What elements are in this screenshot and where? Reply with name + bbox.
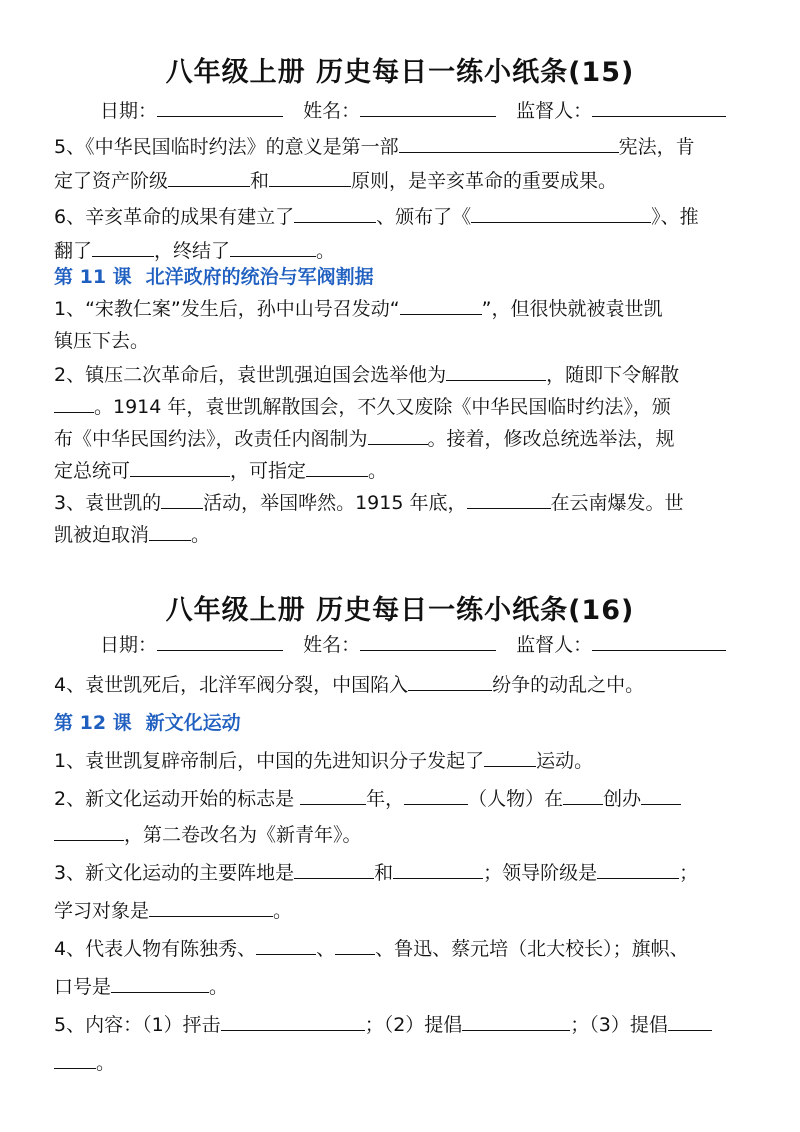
text: ”，但很快就被袁世凯 xyxy=(481,298,663,320)
sheet-title: 八年级上册 历史每日一练小纸条(16) xyxy=(165,595,635,626)
fill-blank[interactable] xyxy=(256,934,316,955)
text: ；领导阶级是 xyxy=(483,862,598,884)
text: 。 xyxy=(368,460,388,482)
question-line xyxy=(54,202,754,229)
text: 、 xyxy=(316,938,336,960)
text: ，终结了 xyxy=(154,240,231,262)
question-line xyxy=(54,934,754,961)
date-blank[interactable] xyxy=(157,630,283,651)
text: 。1914 年，袁世凯解散国会，不久又废除《中华民国临时约法》，颁 xyxy=(94,396,671,418)
text: 。 xyxy=(316,240,336,262)
text: 翻了 xyxy=(54,240,93,262)
fill-blank[interactable] xyxy=(399,132,619,153)
fill-blank[interactable] xyxy=(54,1048,96,1069)
lesson-number: 第 12 课 xyxy=(54,712,132,734)
text: ，随即下令解散 xyxy=(546,364,680,386)
text: 、颁布了《 xyxy=(376,206,472,228)
text: 3、袁世凯的 xyxy=(54,492,162,514)
text: ；（2）提倡 xyxy=(364,1014,463,1036)
text: 1、“宋教仁案”发生后，孙中山号召发动“ xyxy=(54,298,400,320)
date-label: 日期： xyxy=(100,634,158,656)
text: 和 xyxy=(374,862,394,884)
text: 原则，是辛亥革命的重要成果。 xyxy=(351,170,618,192)
text: 。 xyxy=(191,524,211,546)
fill-blank[interactable] xyxy=(294,202,376,223)
fill-blank[interactable] xyxy=(149,520,191,541)
fill-blank[interactable] xyxy=(335,934,375,955)
question-line xyxy=(54,1010,754,1037)
lesson-name: 新文化运动 xyxy=(145,712,241,734)
supervisor-label: 监督人： xyxy=(516,634,593,656)
text: 和 xyxy=(250,170,270,192)
text: 学习对象是 xyxy=(54,900,150,922)
text: ，可指定 xyxy=(230,460,307,482)
fill-blank[interactable] xyxy=(306,456,368,477)
lesson-heading xyxy=(54,262,388,289)
fill-blank[interactable] xyxy=(168,166,250,187)
text: 。 xyxy=(96,1052,116,1074)
fill-blank[interactable] xyxy=(408,670,492,691)
name-label: 姓名： xyxy=(303,634,361,656)
text: 6、辛亥革命的成果有建立了 xyxy=(54,206,295,228)
fill-blank[interactable] xyxy=(92,236,154,257)
fill-blank[interactable] xyxy=(446,360,546,381)
date-blank[interactable] xyxy=(157,96,283,117)
date-label: 日期： xyxy=(100,100,158,122)
question-line xyxy=(54,424,754,451)
text: 2、新文化运动开始的标志是 xyxy=(54,788,295,810)
question-line xyxy=(54,326,754,353)
text: 宪法，肯 xyxy=(618,136,695,158)
text: ； xyxy=(679,862,699,884)
text: 活动，举国哗然。1915 年底， xyxy=(203,492,467,514)
text: 2、镇压二次革命后，袁世凯强迫国会选举他为 xyxy=(54,364,447,386)
text: 3、新文化运动的主要阵地是 xyxy=(54,862,295,884)
supervisor-label: 监督人： xyxy=(516,100,593,122)
text: 运动。 xyxy=(536,750,594,772)
text: 定总统可 xyxy=(54,460,131,482)
fill-blank[interactable] xyxy=(668,1010,712,1031)
question-line xyxy=(54,294,754,321)
fill-blank[interactable] xyxy=(462,1010,570,1031)
text: 定了资产阶级 xyxy=(54,170,169,192)
question-line xyxy=(54,520,754,547)
text: ，第二卷改名为《新青年》。 xyxy=(124,824,362,846)
question-line xyxy=(54,166,754,193)
fill-blank[interactable] xyxy=(563,784,603,805)
info-row xyxy=(100,630,726,657)
fill-blank[interactable] xyxy=(404,784,468,805)
text: 口号是 xyxy=(54,976,112,998)
fill-blank[interactable] xyxy=(294,858,374,879)
question-line xyxy=(54,820,754,847)
question-line xyxy=(54,236,754,263)
question-line xyxy=(54,784,754,811)
fill-blank[interactable] xyxy=(597,858,679,879)
supervisor-blank[interactable] xyxy=(592,630,726,651)
question-line xyxy=(54,392,754,419)
fill-blank[interactable] xyxy=(484,746,536,767)
lesson-heading xyxy=(54,708,255,735)
text: （人物）在 xyxy=(468,788,564,810)
text: 布《中华民国约法》，改责任内阁制为 xyxy=(54,428,368,450)
fill-blank[interactable] xyxy=(54,392,94,413)
fill-blank[interactable] xyxy=(111,972,209,993)
text: 在云南爆发。世 xyxy=(550,492,684,514)
text: 镇压下去。 xyxy=(54,330,150,352)
fill-blank[interactable] xyxy=(641,784,681,805)
question-line xyxy=(54,670,754,697)
fill-blank[interactable] xyxy=(471,202,651,223)
question-line xyxy=(54,746,754,773)
text: 纷争的动乱之中。 xyxy=(492,674,645,696)
text: 。接着，修改总统选举法，规 xyxy=(427,428,675,450)
text: 年， xyxy=(366,788,405,810)
question-line xyxy=(54,972,754,999)
question-line xyxy=(54,896,754,923)
question-line xyxy=(54,360,754,387)
fill-blank[interactable] xyxy=(149,896,273,917)
info-row xyxy=(100,96,726,123)
text: ；（3）提倡 xyxy=(570,1014,668,1036)
fill-blank[interactable] xyxy=(300,784,366,805)
text: 》、推 xyxy=(651,206,699,228)
name-label: 姓名： xyxy=(303,100,361,122)
sheet-title: 八年级上册 历史每日一练小纸条(15) xyxy=(165,57,635,88)
fill-blank[interactable] xyxy=(230,236,316,257)
fill-blank[interactable] xyxy=(400,294,482,315)
text: 4、代表人物有陈独秀、 xyxy=(54,938,257,960)
text: 。 xyxy=(209,976,229,998)
text: 5、内容：（1）抨击 xyxy=(54,1014,221,1036)
text: 、鲁迅、蔡元培（北大校长）；旗帜、 xyxy=(375,938,689,960)
fill-blank[interactable] xyxy=(221,1010,365,1031)
text: 。 xyxy=(273,900,293,922)
lesson-number: 第 11 课 xyxy=(54,266,132,288)
question-line xyxy=(54,1048,754,1075)
name-blank[interactable] xyxy=(360,96,496,117)
question-line xyxy=(54,858,754,885)
text: 凯被迫取消 xyxy=(54,524,150,546)
fill-blank[interactable] xyxy=(368,424,428,445)
fill-blank[interactable] xyxy=(130,456,230,477)
fill-blank[interactable] xyxy=(393,858,483,879)
name-blank[interactable] xyxy=(360,630,496,651)
question-line xyxy=(54,488,754,515)
text: 4、袁世凯死后，北洋军阀分裂，中国陷入 xyxy=(54,674,409,696)
lesson-name: 北洋政府的统治与军阀割据 xyxy=(145,266,374,288)
supervisor-blank[interactable] xyxy=(592,96,726,117)
text: 创办 xyxy=(603,788,642,810)
fill-blank[interactable] xyxy=(269,166,351,187)
question-line xyxy=(54,456,754,483)
fill-blank[interactable] xyxy=(161,488,203,509)
question-line xyxy=(54,132,754,159)
text: 1、袁世凯复辟帝制后，中国的先进知识分子发起了 xyxy=(54,750,485,772)
fill-blank[interactable] xyxy=(54,820,124,841)
fill-blank[interactable] xyxy=(467,488,551,509)
text: 5、《中华民国临时约法》的意义是第一部 xyxy=(54,136,399,158)
